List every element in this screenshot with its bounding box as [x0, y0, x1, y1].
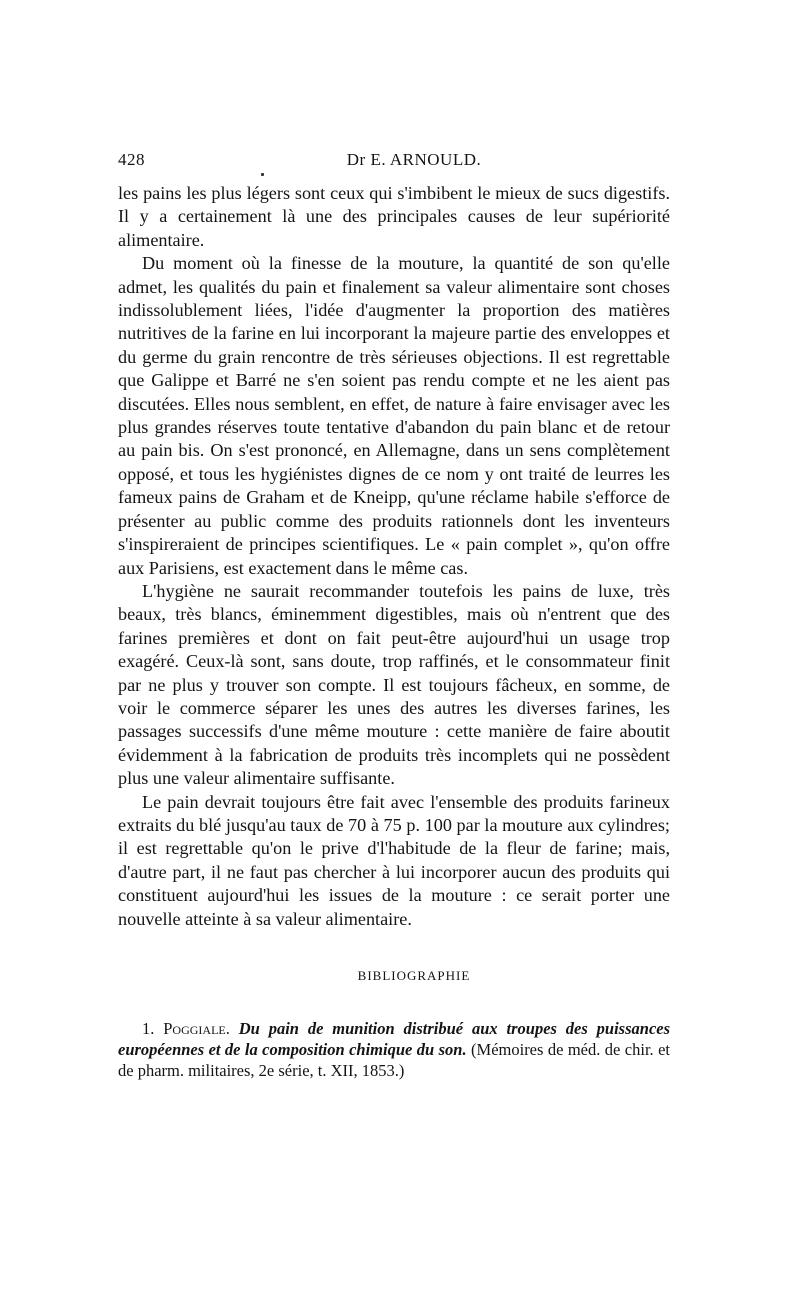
body-text: [118, 182, 670, 931]
bibliography-heading: BIBLIOGRAPHIE: [357, 968, 471, 983]
book-page: [118, 150, 670, 1081]
paragraph-continuation: les pains les plus légers sont ceux qui s'imbibent le mieux de sucs digestifs. Il y a certainement là une des principales causes de leur supériorité alimentaire.: [118, 183, 670, 250]
entry-source: (Mémoires de méd. de chir. et de pharm. militaires, 2e série, t. XII, 1853.): [118, 1040, 670, 1080]
paragraph: Le pain devrait toujours être fait avec l'ensemble des produits farineux extraits du blé jusqu'au taux de 70 à 75 p. 100 par la mouture aux cylindres; il est regrettable qu'on le prive d'l'habitude de la fleur de farine; mais, d'autre part, il ne faut pas chercher à lui incorporer aucun des produits qui constituent aujourd'hui les issues de la mouture : ce serait porter une nouvelle atteinte à sa valeur alimentaire.: [118, 791, 670, 929]
bibliography-entry: [118, 1018, 670, 1081]
paragraph: Du moment où la finesse de la mouture, la quantité de son qu'elle admet, les qualités du pain et finalement sa valeur alimentaire sont choses indissolublement liées, l'idée d'augmenter la proportion des matières nutritives de la farine en lui incorporant la majeure partie des enveloppes et du germe du grain rencontre de très sérieuses objections. Il est regrettable que Galippe et Barré ne s'en soient pas rendu compte et ne les aient pas discutées. Elles nous semblent, en effet, de nature à faire envisager avec les plus grandes réserves toute tentative d'abandon du pain blanc et de retour au pain bis. On s'est prononcé, en Allemagne, dans un sens complètement opposé, et tous les hygiénistes dignes de ce nom y ont traité de leurres les fameux pains de Graham et de Kneipp, qu'une réclame habile s'efforce de présenter au public comme des produits rationnels dont les inventeurs s'inspireraient de principes scientifiques. Le « pain complet », qu'on offre aux Parisiens, est exactement dans le même cas.: [118, 253, 670, 578]
page-number: 428: [118, 150, 145, 169]
entry-author: Poggiale.: [163, 1019, 230, 1038]
entry-title: Du pain de munition distribué aux troupes des puissances européennes et de la composition chimique du son.: [118, 1019, 671, 1059]
running-head: Dr E. ARNOULD.: [346, 150, 482, 169]
page-header: [118, 150, 670, 176]
entry-number: 1.: [142, 1019, 155, 1038]
print-speck: [261, 173, 264, 176]
paragraph: L'hygiène ne saurait recommander toutefois les pains de luxe, très beaux, très blancs, éminemment digestibles, mais où n'entrent que des farines premières et dont on fait peut-être aujourd'hui un usage trop exagéré. Ceux-là sont, sans doute, trop raffinés, et le consommateur finit par ne plus y trouver son compte. Il est toujours fâcheux, en somme, de voir le commerce séparer les unes des autres les diverses farines, les passages successifs d'une même mouture : cette manière de faire aboutit évidemment à la fabrication de produits très incomplets qui ne possèdent plus une valeur alimentaire suffisante.: [118, 580, 670, 789]
